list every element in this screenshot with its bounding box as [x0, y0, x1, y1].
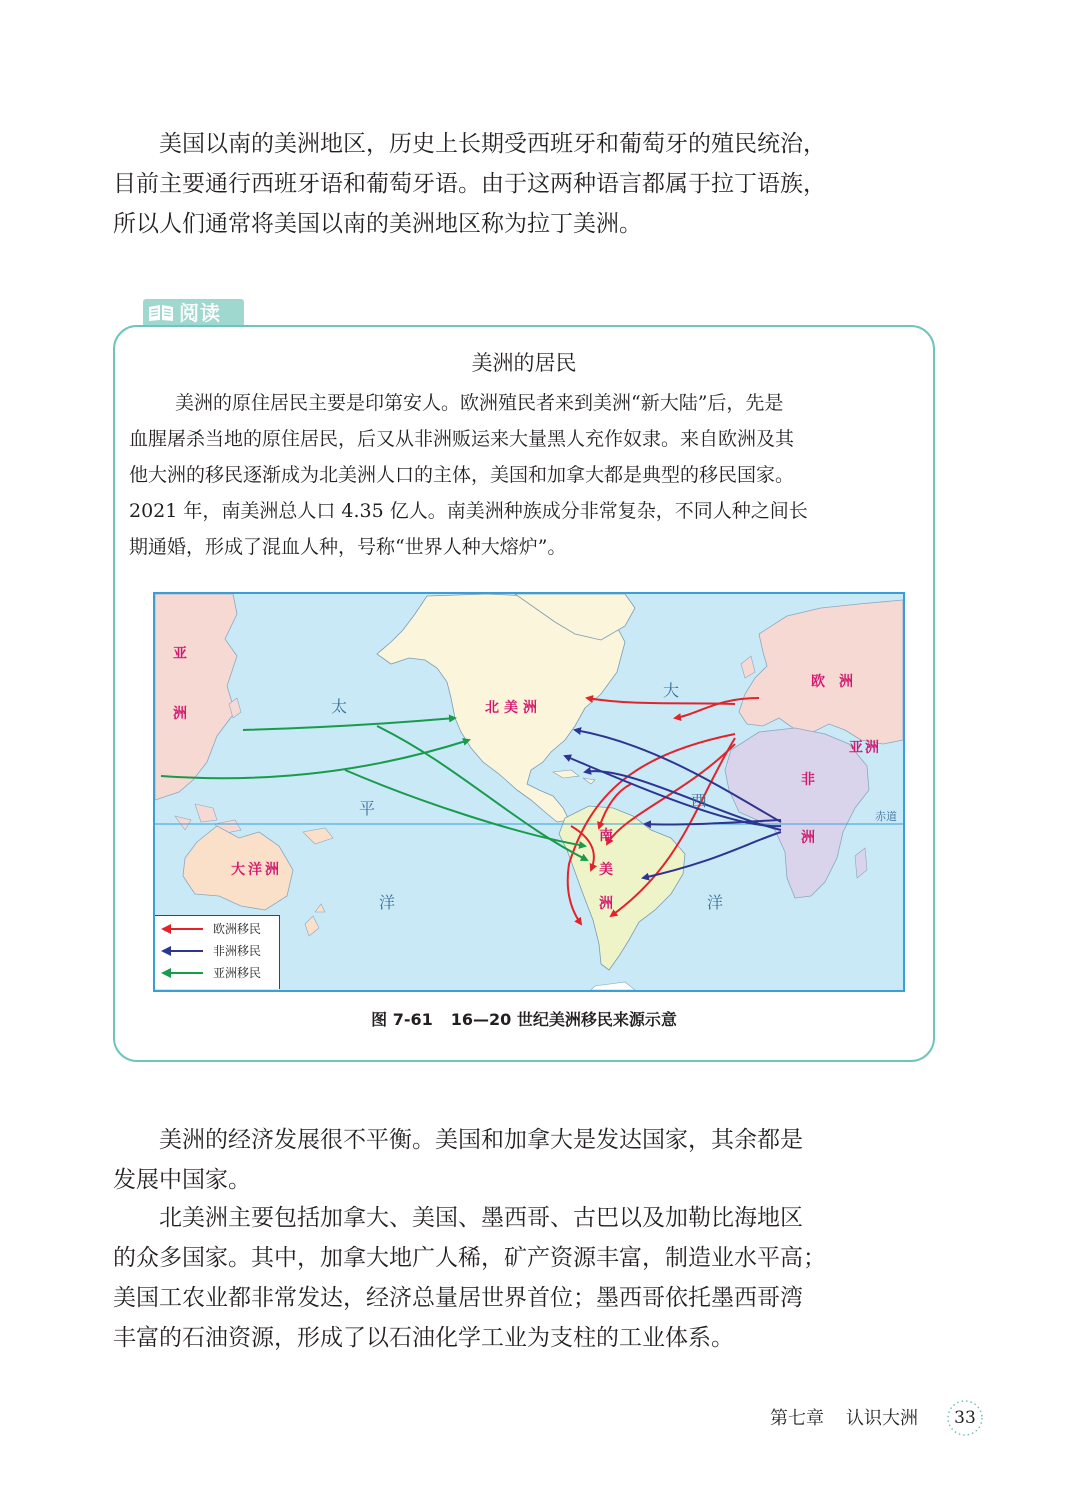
reading-box: [113, 325, 935, 1062]
migration-map: [153, 592, 905, 992]
body-line: 北美洲主要包括加拿大、美国、墨西哥、古巴以及加勒比海地区: [159, 1205, 803, 1231]
reading-line: 血腥屠杀当地的原住居民，后又从非洲贩运来大量黑人充作奴隶。来自欧洲及其: [129, 428, 795, 450]
label-pacific-2: 平: [359, 799, 376, 818]
intro-line-1: 美国以南的美洲地区，历史上长期受西班牙和葡萄牙的殖民统治，: [159, 131, 826, 157]
legend-asia-label: 亚洲移民: [213, 966, 262, 980]
body-line: 丰富的石油资源，形成了以石油化学工业为支柱的工业体系。: [113, 1325, 734, 1351]
label-africa-2: 洲: [801, 830, 815, 846]
label-europe: 欧洲: [811, 674, 867, 690]
label-africa-1: 非: [801, 772, 815, 788]
europe-asia-land: [739, 600, 903, 744]
blue-arrow-icon: [161, 945, 205, 957]
reading-title: 美洲的居民: [471, 351, 577, 375]
label-oceania: 大洋洲: [231, 862, 282, 878]
reading-text: [129, 385, 921, 565]
africa-land: [725, 728, 869, 898]
label-atlantic-3: 洋: [707, 893, 724, 912]
economy-paragraph: [113, 1120, 873, 1200]
figure-caption: [115, 1007, 933, 1030]
label-pacific-3: 洋: [379, 893, 396, 912]
label-asia-east: 亚洲: [849, 740, 881, 756]
intro-line-2: 目前主要通行西班牙语和葡萄牙语。由于这两种语言都属于拉丁语族，: [113, 171, 826, 197]
reading-line: 期通婚，形成了混血人种，号称“世界人种大熔炉”。: [129, 536, 567, 558]
chapter-title: 认识大洲: [846, 1408, 918, 1429]
green-arrow-icon: [161, 967, 205, 979]
legend-europe-label: 欧洲移民: [213, 922, 262, 936]
label-north-america: 北美洲: [485, 700, 542, 716]
body-line: 发展中国家。: [113, 1167, 251, 1193]
reading-line: 他大洲的移民逐渐成为北美洲人口的主体，美国和加拿大都是典型的移民国家。: [129, 464, 795, 486]
label-atlantic-1: 大: [663, 681, 680, 700]
red-arrow-icon: [161, 923, 205, 935]
body-line: 美洲的经济发展很不平衡。美国和加拿大是发达国家，其余都是: [159, 1127, 803, 1153]
label-south-america-2: 美: [599, 862, 613, 878]
page-number-text: 33: [954, 1408, 976, 1428]
reading-tab: [143, 299, 244, 327]
label-south-america-1: 南: [599, 828, 613, 844]
equator-label: 赤道: [875, 810, 897, 823]
book-icon: [148, 304, 174, 322]
body-line: 美国工农业都非常发达，经济总量居世界首位；墨西哥依托墨西哥湾: [113, 1285, 803, 1311]
label-asia-1: 亚: [173, 646, 187, 662]
asia-west-land: [155, 594, 237, 800]
figure-number: 图 7-61: [371, 1010, 433, 1029]
chapter-number: 第七章: [770, 1408, 824, 1429]
reading-tab-label: 阅读: [179, 301, 221, 325]
north-america-paragraph: [113, 1198, 873, 1358]
label-south-america-3: 洲: [599, 896, 613, 912]
figure-caption-text: 16—20 世纪美洲移民来源示意: [450, 1010, 677, 1029]
page-footer: [770, 1404, 918, 1434]
label-pacific-1: 太: [331, 697, 348, 716]
label-atlantic-2: 西: [691, 791, 708, 810]
legend-africa-label: 非洲移民: [213, 944, 262, 958]
body-line: 的众多国家。其中，加拿大地广人稀，矿产资源丰富，制造业水平高；: [113, 1245, 826, 1271]
reading-line: 2021 年，南美洲总人口 4.35 亿人。南美洲种族成分非常复杂，不同人种之间长: [129, 500, 808, 522]
intro-line-3: 所以人们通常将美国以南的美洲地区称为拉丁美洲。: [113, 211, 642, 237]
map-legend: [155, 915, 280, 989]
label-asia-2: 洲: [173, 706, 187, 722]
intro-paragraph: [113, 124, 873, 244]
reading-line: 美洲的原住居民主要是印第安人。欧洲殖民者来到美洲“新大陆”后，先是: [175, 392, 784, 414]
page-number: [945, 1398, 985, 1438]
